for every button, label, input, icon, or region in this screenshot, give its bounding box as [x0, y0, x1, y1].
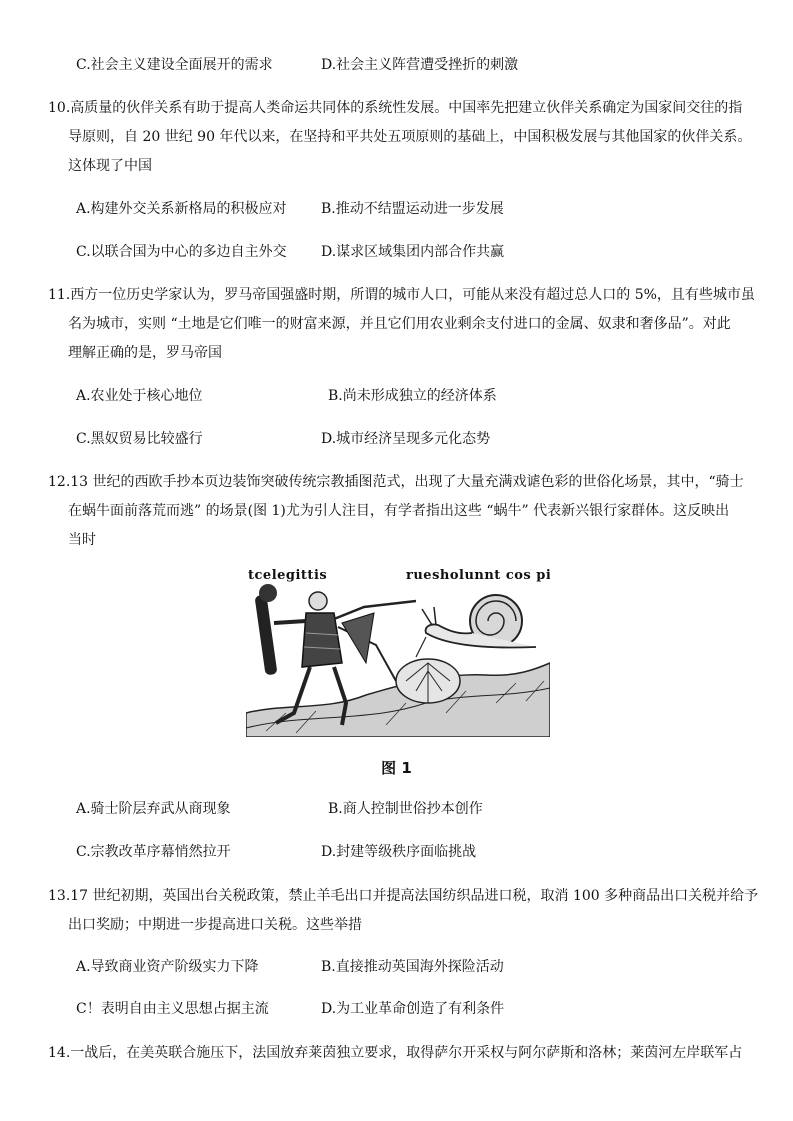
q12-stem-line3: 当时: [68, 532, 96, 548]
q10-option-d: D.谋求区域集团内部合作共赢: [321, 244, 505, 260]
q13-option-b: B.直接推动英国海外探险活动: [321, 959, 504, 975]
q9-option-d: D.社会主义阵营遭受挫折的刺激: [321, 57, 519, 73]
q12-option-d: D.封建等级秩序面临挑战: [321, 844, 477, 860]
q11-option-a: A.农业处于核心地位: [76, 388, 203, 404]
figure-knight-and-snail: [246, 563, 550, 737]
q14-stem-line1: 14.一战后，在美英联合施压下，法国放弃莱茵独立要求，取得萨尔开采权与阿尔萨斯和洛林；莱茵河左岸联军占: [48, 1045, 743, 1061]
q11-stem-line1: 11.西方一位历史学家认为，罗马帝国强盛时期，所谓的城市人口，可能从来没有超过总人口的 5%，且有些城市虽: [48, 287, 755, 303]
q10-stem-line1: 10.高质量的伙伴关系有助于提高人类命运共同体的系统性发展。中国率先把建立伙伴关系确定为国家间交往的指: [48, 100, 743, 116]
q10-option-a: A.构建外交关系新格局的积极应对: [76, 201, 287, 217]
q10-option-c: C.以联合国为中心的多边自主外交: [76, 244, 287, 260]
q13-option-c: C！表明自由主义思想占据主流: [76, 1001, 269, 1017]
q12-option-c: C.宗教改革序幕悄然拉开: [76, 844, 231, 860]
q11-stem-line2: 名为城市，实则 “土地是它们唯一的财富来源，并且它们用农业剩余支付进口的金属、奴隶和奢侈品”。对此: [68, 316, 731, 332]
q12-option-a: A.骑士阶层弃武从商现象: [76, 801, 231, 817]
q13-option-d: D.为工业革命创造了有利条件: [321, 1001, 505, 1017]
q11-stem-line3: 理解正确的是，罗马帝国: [68, 345, 222, 361]
q11-option-c: C.黑奴贸易比较盛行: [76, 431, 203, 447]
q10-stem-line2: 导原则，自 20 世纪 90 年代以来，在坚持和平共处五项原则的基础上，中国积极发展与其他国家的伙伴关系。: [68, 129, 752, 145]
q12-option-b: B.商人控制世俗抄本创作: [328, 801, 483, 817]
q13-stem-line1: 13.17 世纪初期，英国出台关税政策，禁止羊毛出口并提高法国纺织品进口税，取消 100 多种商品出口关税并给予: [48, 888, 759, 904]
bush-drawing: [396, 659, 460, 703]
q11-option-b: B.尚未形成独立的经济体系: [328, 388, 497, 404]
q12-stem-line1: 12.13 世纪的西欧手抄本页边装饰突破传统宗教插图范式，出现了大量充满戏谑色彩的世俗化场景，其中，“骑士: [48, 474, 744, 490]
q12-stem-line2: 在蜗牛面前落荒而逃” 的场景(图 1)尤为引人注目，有学者指出这些 “蜗牛” 代表新兴银行家群体。这反映出: [68, 503, 730, 519]
manuscript-illustration: [246, 563, 550, 737]
q9-option-c: C.社会主义建设全面展开的需求: [76, 57, 273, 73]
q10-option-b: B.推动不结盟运动进一步发展: [321, 201, 504, 217]
figure-inscription-left: tcelegittis: [248, 568, 328, 583]
q11-option-d: D.城市经济呈现多元化态势: [321, 431, 491, 447]
figure-caption: 图 1: [381, 759, 412, 777]
q13-stem-line2: 出口奖励；中期进一步提高进口关税。这些举措: [68, 917, 362, 933]
q13-option-a: A.导致商业资产阶级实力下降: [76, 959, 259, 975]
q10-stem-line3: 这体现了中国: [68, 158, 152, 174]
figure-inscription-right: ruesholunnt cos pie: [406, 568, 550, 583]
